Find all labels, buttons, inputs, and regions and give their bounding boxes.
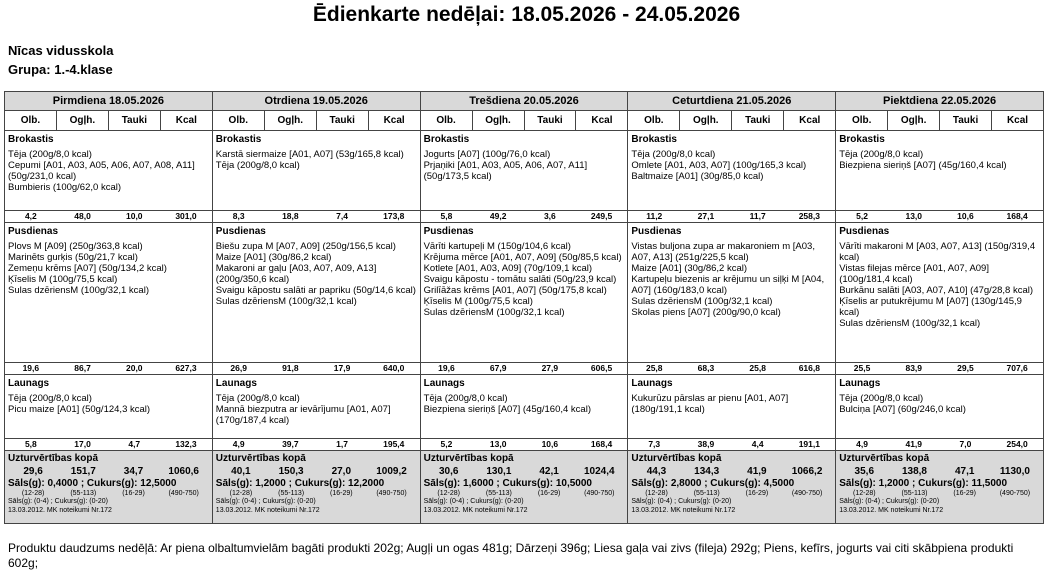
- column-header: Kcal: [591, 115, 613, 126]
- meal-total-value: 4,9: [232, 439, 245, 449]
- menu-item: Maize [A01] (30g/86,2 kcal): [215, 252, 332, 263]
- meal-total-value: 25,5: [853, 363, 871, 373]
- regulation-note: 13.03.2012. MK noteikumi Nr.172: [631, 507, 736, 514]
- reference-range: (490-750): [584, 490, 615, 497]
- meal-total-value: 48,0: [74, 211, 91, 221]
- salt-sugar-range: Sāls(g): (0-4) ; Cukurs(g): (0-20): [215, 498, 316, 505]
- column-header: Kcal: [175, 115, 197, 126]
- meal-total-value: 13,0: [489, 439, 507, 449]
- meal-total-value: 19,6: [22, 363, 40, 373]
- meal-total-value: 18,8: [282, 211, 299, 221]
- reference-range: (12-28): [853, 490, 876, 497]
- day-header: Pirmdiena 18.05.2026: [5, 92, 212, 111]
- reference-ranges: [631, 490, 832, 497]
- page-title: Ēdienkarte nedēļai: 18.05.2026 - 24.05.2026: [312, 3, 741, 26]
- menu-item: Sulas dzēriensM (100g/32,1 kcal): [8, 285, 149, 296]
- summary-values: [839, 466, 1040, 477]
- nutrition-summary: [213, 451, 420, 523]
- meal-total-value: 67,9: [489, 363, 507, 373]
- meal-total-value: 39,7: [282, 439, 299, 449]
- menu-item: Vārīti makaroni M [A03, A07, A13] (150g/319,4 kcal): [839, 241, 1036, 263]
- reference-ranges: [839, 490, 1040, 497]
- menu-item: Prjaņiki [A01, A03, A05, A06, A07, A11] (50g/173,5 kcal): [423, 160, 588, 182]
- nutrition-summary: [836, 451, 1043, 523]
- menu-item: Biešu zupa M [A07, A09] (250g/156,5 kcal): [215, 241, 396, 252]
- meal-total-value: 38,9: [697, 439, 715, 449]
- menu-item: Ķīselis M (100g/75,5 kcal): [8, 274, 118, 285]
- reference-range: (55-113): [70, 490, 97, 497]
- nutrient-column-headers: [836, 111, 1043, 131]
- weekly-product-summary: Produktu daudzums nedēļā: Ar piena olbaltumvielām bagāti produkti 202g; Augļi un ogas 481g; Dārzeņi 396g; Liesa gaļa vai zivs (fileja) 292g; Piens, kefīrs, jogurts vai citi skābpiena produkti 602g;: [8, 541, 1014, 570]
- day-header: Trešdiena 20.05.2026: [421, 92, 628, 111]
- meal-total-value: 7,0: [959, 439, 972, 449]
- menu-item: Tēja (200g/8,0 kcal): [631, 149, 716, 160]
- column-header: Ogļh.: [265, 111, 317, 130]
- menu-item: Kukurūzu pārslas ar pienu [A01, A07] (180g/191,1 kcal): [631, 393, 789, 415]
- summary-title: Uzturvērtības kopā: [631, 453, 722, 464]
- menu-item: Makaroni ar gaļu [A03, A07, A09, A13] (200g/350,6 kcal): [215, 263, 377, 285]
- meal-title: Pusdienas: [215, 226, 266, 237]
- reference-range: (16-29): [537, 490, 561, 497]
- meal-total-value: 8,3: [232, 211, 245, 221]
- reference-range: (490-750): [999, 490, 1031, 497]
- menu-item: Tēja (200g/8,0 kcal): [8, 149, 92, 160]
- menu-item: Zemeņu krēms [A07] (50g/134,2 kcal): [8, 263, 167, 274]
- breakfast-cell: [5, 131, 212, 223]
- nutrition-summary: [628, 451, 835, 523]
- snack-cell: [836, 375, 1043, 451]
- meal-total-value: 7,4: [336, 211, 348, 221]
- regulation-note: 13.03.2012. MK noteikumi Nr.172: [839, 507, 944, 514]
- summary-value: 138,8: [901, 466, 927, 477]
- day-column: [5, 92, 213, 523]
- salt-sugar-range: Sāls(g): (0-4) ; Cukurs(g): (0-20): [839, 498, 940, 505]
- column-header: Tauki: [317, 111, 369, 130]
- menu-item: Vistas buljona zupa ar makaroniem m [A03, A07, A13] (251g/225,5 kcal): [631, 241, 815, 263]
- meal-total-value: 5,8: [24, 439, 37, 449]
- meal-title: Brokastis: [423, 134, 470, 145]
- menu-item: Krējuma mērce [A01, A07, A09] (50g/85,5 kcal): [423, 252, 622, 263]
- lunch-cell: [836, 223, 1043, 375]
- breakfast-cell: [628, 131, 835, 223]
- reference-range: (16-29): [330, 490, 353, 497]
- reference-range: (490-750): [791, 490, 823, 497]
- meal-total-value: 25,8: [645, 363, 663, 373]
- salt-sugar-range: Sāls(g): (0-4) ; Cukurs(g): (0-20): [8, 498, 108, 505]
- meal-total-value: 25,8: [749, 363, 766, 373]
- lunch-cell: [421, 223, 628, 375]
- meal-total-value: 254,0: [1006, 439, 1028, 449]
- breakfast-cell: [213, 131, 420, 223]
- summary-title: Uzturvērtības kopā: [839, 453, 930, 464]
- summary-value: 130,1: [486, 466, 512, 477]
- menu-item: Marinēts gurķis (50g/21,7 kcal): [8, 252, 138, 263]
- day-header: Ceturtdiena 21.05.2026: [628, 92, 835, 111]
- summary-title: Uzturvērtības kopā: [423, 453, 514, 464]
- column-header: Ogļh.: [57, 111, 109, 130]
- reference-ranges: [216, 490, 417, 497]
- meal-total-value: 10,6: [957, 211, 974, 221]
- menu-item: Sulas dzēriensM (100g/32,1 kcal): [631, 296, 773, 307]
- meal-total-value: 27,1: [697, 211, 715, 221]
- summary-values: [216, 466, 417, 477]
- meal-total-value: 17,9: [333, 363, 351, 373]
- summary-value: 151,7: [70, 466, 96, 477]
- menu-item: Kartupeļu biezenis ar krējumu un siļķi M [A04, A07] (160g/183,0 kcal): [631, 274, 825, 296]
- regulation-note: 13.03.2012. MK noteikumi Nr.172: [423, 507, 528, 514]
- meal-total-value: 627,3: [175, 363, 197, 373]
- reference-ranges: [8, 490, 209, 497]
- menu-item: Vistas filejas mērce [A01, A07, A09] (100g/181,4 kcal): [839, 263, 989, 285]
- menu-item: Sulas dzēriensM (100g/32,1 kcal): [839, 318, 981, 329]
- menu-grid: [4, 91, 1044, 524]
- menu-item: Tēja (200g/8,0 kcal): [215, 393, 300, 404]
- summary-value: 47,1: [954, 466, 975, 477]
- meal-total-value: 168,4: [1006, 211, 1028, 221]
- meal-totals: [213, 438, 420, 450]
- meal-totals: [421, 362, 628, 374]
- meal-total-value: 27,9: [541, 363, 559, 373]
- meal-title: Launags: [839, 378, 881, 389]
- meal-total-value: 26,9: [230, 363, 247, 373]
- menu-item: Skolas piens [A07] (200g/90,0 kcal): [631, 307, 781, 318]
- day-column: [421, 92, 629, 523]
- summary-title: Uzturvērtības kopā: [215, 453, 306, 464]
- day-column: [213, 92, 421, 523]
- menu-item: Biezpiena sieriņš [A07] (45g/160,4 kcal): [839, 160, 1007, 171]
- meal-total-value: 1,7: [336, 439, 348, 449]
- meal-total-value: 29,5: [957, 363, 974, 373]
- menu-item: Bumbieris (100g/62,0 kcal): [8, 182, 121, 193]
- meal-total-value: 7,3: [648, 439, 661, 449]
- meal-totals: [213, 362, 420, 374]
- meal-title: Pusdienas: [631, 226, 682, 237]
- lunch-cell: [5, 223, 212, 375]
- salt-sugar: Sāls(g): 2,8000 ; Cukurs(g): 4,5000: [631, 478, 795, 489]
- menu-item: Svaigu kāpostu salāti ar papriku (50g/14,6 kcal): [215, 285, 416, 296]
- meal-title: Pusdienas: [423, 226, 474, 237]
- meal-title: Pusdienas: [8, 226, 59, 237]
- meal-total-value: 168,4: [590, 439, 613, 449]
- meal-totals: [5, 362, 212, 374]
- meal-title: Launags: [215, 378, 257, 389]
- nutrient-column-headers: [5, 111, 212, 131]
- menu-item: Tēja (200g/8,0 kcal): [215, 160, 300, 171]
- meal-total-value: 616,8: [798, 363, 820, 373]
- column-header: Tauki: [940, 111, 992, 130]
- meal-total-value: 10,0: [125, 211, 143, 221]
- menu-item: Mannā biezputra ar ievārījumu [A01, A07] (170g/187,4 kcal): [215, 404, 391, 426]
- menu-item: Ķīselis ar putukrējumu M [A07] (130g/145,9 kcal): [839, 296, 1022, 318]
- menu-item: Baltmaize [A01] (30g/85,0 kcal): [631, 171, 764, 182]
- meal-total-value: 191,1: [798, 439, 820, 449]
- meal-totals: [836, 438, 1043, 450]
- summary-value: 34,7: [123, 466, 144, 477]
- menu-item: Vārīti kartupeļi M (150g/104,6 kcal): [423, 241, 571, 252]
- meal-total-value: 173,8: [383, 211, 405, 221]
- column-header: Kcal: [1006, 115, 1029, 126]
- meal-total-value: 11,7: [749, 211, 766, 221]
- meal-total-value: 4,2: [24, 211, 37, 221]
- reference-range: (490-750): [376, 490, 407, 497]
- meal-total-value: 4,4: [751, 439, 764, 449]
- menu-item: Sulas dzēriensM (100g/32,1 kcal): [215, 296, 357, 307]
- column-header: Ogļh.: [888, 111, 940, 130]
- meal-totals: [836, 210, 1043, 222]
- column-header: Olb.: [836, 111, 888, 130]
- lunch-cell: [213, 223, 420, 375]
- meal-title: Launags: [8, 378, 50, 389]
- reference-range: (12-28): [645, 490, 668, 497]
- meal-totals: [628, 210, 835, 222]
- meal-totals: [421, 438, 628, 450]
- summary-value: 30,6: [438, 466, 459, 477]
- meal-totals: [836, 362, 1043, 374]
- reference-range: (12-28): [229, 490, 253, 497]
- summary-value: 42,1: [539, 466, 559, 477]
- day-column: [836, 92, 1044, 523]
- meal-total-value: 19,6: [438, 363, 455, 373]
- column-header: Tauki: [109, 111, 161, 130]
- column-header: Kcal: [383, 115, 405, 126]
- reference-range: (55-113): [693, 490, 720, 497]
- reference-range: (12-28): [437, 490, 460, 497]
- reference-range: (16-29): [953, 490, 976, 497]
- salt-sugar: Sāls(g): 1,2000 ; Cukurs(g): 11,5000: [839, 478, 1008, 489]
- meal-title: Brokastis: [631, 134, 677, 145]
- meal-total-value: 3,6: [543, 211, 556, 221]
- salt-sugar: Sāls(g): 1,2000 ; Cukurs(g): 12,2000: [215, 478, 385, 489]
- meal-totals: [213, 210, 420, 222]
- meal-total-value: 17,0: [74, 439, 91, 449]
- summary-value: 27,0: [331, 466, 352, 477]
- breakfast-cell: [836, 131, 1043, 223]
- meal-total-value: 41,9: [905, 439, 923, 449]
- column-header: Olb.: [421, 111, 473, 130]
- day-header: Piektdiena 22.05.2026: [836, 92, 1043, 111]
- menu-item: Biezpiena sieriņš [A07] (45g/160,4 kcal): [423, 404, 591, 415]
- meal-total-value: 11,2: [646, 211, 663, 221]
- nutrition-summary: [5, 451, 212, 523]
- menu-item: Burkānu salāti [A03, A07, A10] (47g/28,8 kcal): [839, 285, 1034, 296]
- summary-value: 1024,4: [584, 466, 615, 477]
- nutrient-column-headers: [421, 111, 628, 131]
- menu-item: Sulas dzēriensM (100g/32,1 kcal): [423, 307, 565, 318]
- menu-item: Ķīselis M (100g/75,5 kcal): [423, 296, 533, 307]
- menu-item: Omlete [A01, A03, A07] (100g/165,3 kcal): [631, 160, 807, 171]
- column-header: Olb.: [213, 111, 265, 130]
- meal-total-value: 91,8: [282, 363, 299, 373]
- school-name: Nīcas vidusskola: [8, 43, 114, 58]
- summary-value: 1066,2: [791, 466, 823, 477]
- summary-value: 1130,0: [999, 466, 1030, 477]
- meal-total-value: 195,4: [383, 439, 405, 449]
- meal-total-value: 5,2: [440, 439, 453, 449]
- lunch-cell: [628, 223, 835, 375]
- regulation-note: 13.03.2012. MK noteikumi Nr.172: [215, 507, 320, 514]
- meal-total-value: 258,3: [798, 211, 820, 221]
- meal-total-value: 4,7: [128, 439, 141, 449]
- meal-title: Brokastis: [839, 134, 885, 145]
- meal-total-value: 49,2: [489, 211, 507, 221]
- column-header: Tauki: [525, 111, 577, 130]
- meal-title: Brokastis: [8, 134, 54, 145]
- meal-total-value: 68,3: [697, 363, 715, 373]
- reference-ranges: [424, 490, 625, 497]
- column-header: Olb.: [5, 111, 57, 130]
- summary-title: Uzturvērtības kopā: [8, 453, 99, 464]
- day-column: [628, 92, 836, 523]
- day-header: Otrdiena 19.05.2026: [213, 92, 420, 111]
- meal-total-value: 606,5: [590, 363, 613, 373]
- summary-value: 29,6: [23, 466, 43, 477]
- reference-range: (16-29): [122, 490, 145, 497]
- column-header: Olb.: [628, 111, 680, 130]
- meal-totals: [628, 362, 835, 374]
- meal-total-value: 707,6: [1006, 363, 1028, 373]
- column-header: Ogļh.: [473, 111, 525, 130]
- meal-total-value: 5,2: [856, 211, 868, 221]
- meal-title: Launags: [423, 378, 465, 389]
- menu-item: Grilīāžas krēms [A01, A07] (50g/175,8 kcal): [423, 285, 607, 296]
- menu-item: Jogurts [A07] (100g/76,0 kcal): [423, 149, 551, 160]
- meal-title: Launags: [631, 378, 673, 389]
- summary-values: [631, 466, 832, 477]
- menu-item: Kotlete [A01, A03, A09] (70g/109,1 kcal): [423, 263, 593, 274]
- menu-item: Tēja (200g/8,0 kcal): [423, 393, 508, 404]
- menu-item: Cepumi [A01, A03, A05, A06, A07, A08, A11] (50g/231,0 kcal): [8, 160, 195, 182]
- summary-value: 44,3: [646, 466, 667, 477]
- meal-title: Pusdienas: [839, 226, 890, 237]
- reference-range: (16-29): [745, 490, 769, 497]
- meal-totals: [5, 438, 212, 450]
- meal-total-value: 10,6: [541, 439, 559, 449]
- meal-total-value: 13,0: [905, 211, 923, 221]
- summary-value: 41,9: [747, 466, 767, 477]
- meal-total-value: 249,5: [590, 211, 613, 221]
- summary-value: 150,3: [278, 466, 304, 477]
- summary-values: [424, 466, 625, 477]
- salt-sugar: Sāls(g): 1,6000 ; Cukurs(g): 10,5000: [423, 478, 592, 489]
- snack-cell: [421, 375, 628, 451]
- nutrient-column-headers: [213, 111, 420, 131]
- nutrient-column-headers: [628, 111, 835, 131]
- column-header: Tauki: [732, 111, 784, 130]
- salt-sugar: Sāls(g): 0,4000 ; Cukurs(g): 12,5000: [8, 478, 177, 489]
- meal-total-value: 86,7: [74, 363, 91, 373]
- snack-cell: [213, 375, 420, 451]
- column-header: Kcal: [799, 115, 821, 126]
- menu-item: Svaigu kāpostu - tomātu salāti (50g/23,9 kcal): [423, 274, 617, 285]
- menu-item: Karstā siermaize [A01, A07] (53g/165,8 kcal): [215, 149, 404, 160]
- meal-total-value: 4,9: [856, 439, 868, 449]
- menu-item: Picu maize [A01] (50g/124,3 kcal): [8, 404, 151, 415]
- menu-item: Plovs M [A09] (250g/363,8 kcal): [8, 241, 143, 252]
- summary-value: 1060,6: [168, 466, 199, 477]
- meal-total-value: 132,3: [175, 439, 197, 449]
- meal-title: Brokastis: [215, 134, 262, 145]
- meal-total-value: 83,9: [905, 363, 923, 373]
- menu-item: Maize [A01] (30g/86,2 kcal): [631, 263, 748, 274]
- salt-sugar-range: Sāls(g): (0-4) ; Cukurs(g): (0-20): [423, 498, 524, 505]
- reference-range: (55-113): [485, 490, 512, 497]
- meal-totals: [5, 210, 212, 222]
- snack-cell: [5, 375, 212, 451]
- meal-total-value: 640,0: [383, 363, 405, 373]
- menu-item: Tēja (200g/8,0 kcal): [839, 149, 924, 160]
- meal-total-value: 301,0: [175, 211, 197, 221]
- reference-range: (490-750): [168, 490, 199, 497]
- meal-totals: [421, 210, 628, 222]
- meal-totals: [628, 438, 835, 450]
- summary-value: 134,3: [694, 466, 720, 477]
- breakfast-cell: [421, 131, 628, 223]
- snack-cell: [628, 375, 835, 451]
- meal-total-value: 20,0: [125, 363, 143, 373]
- summary-value: 1009,2: [376, 466, 407, 477]
- menu-item: Tēja (200g/8,0 kcal): [8, 393, 92, 404]
- reference-range: (55-113): [278, 490, 305, 497]
- summary-values: [8, 466, 209, 477]
- menu-item: Tēja (200g/8,0 kcal): [839, 393, 924, 404]
- nutrition-summary: [421, 451, 628, 523]
- meal-total-value: 5,8: [440, 211, 453, 221]
- reference-range: (12-28): [21, 490, 45, 497]
- summary-value: 35,6: [854, 466, 875, 477]
- reference-range: (55-113): [901, 490, 928, 497]
- salt-sugar-range: Sāls(g): (0-4) ; Cukurs(g): (0-20): [631, 498, 732, 505]
- menu-item: Bulciņa [A07] (60g/246,0 kcal): [839, 404, 966, 415]
- group-label: Grupa: 1.-4.klase: [8, 62, 113, 77]
- summary-value: 40,1: [231, 466, 251, 477]
- column-header: Ogļh.: [680, 111, 732, 130]
- regulation-note: 13.03.2012. MK noteikumi Nr.172: [8, 507, 112, 514]
